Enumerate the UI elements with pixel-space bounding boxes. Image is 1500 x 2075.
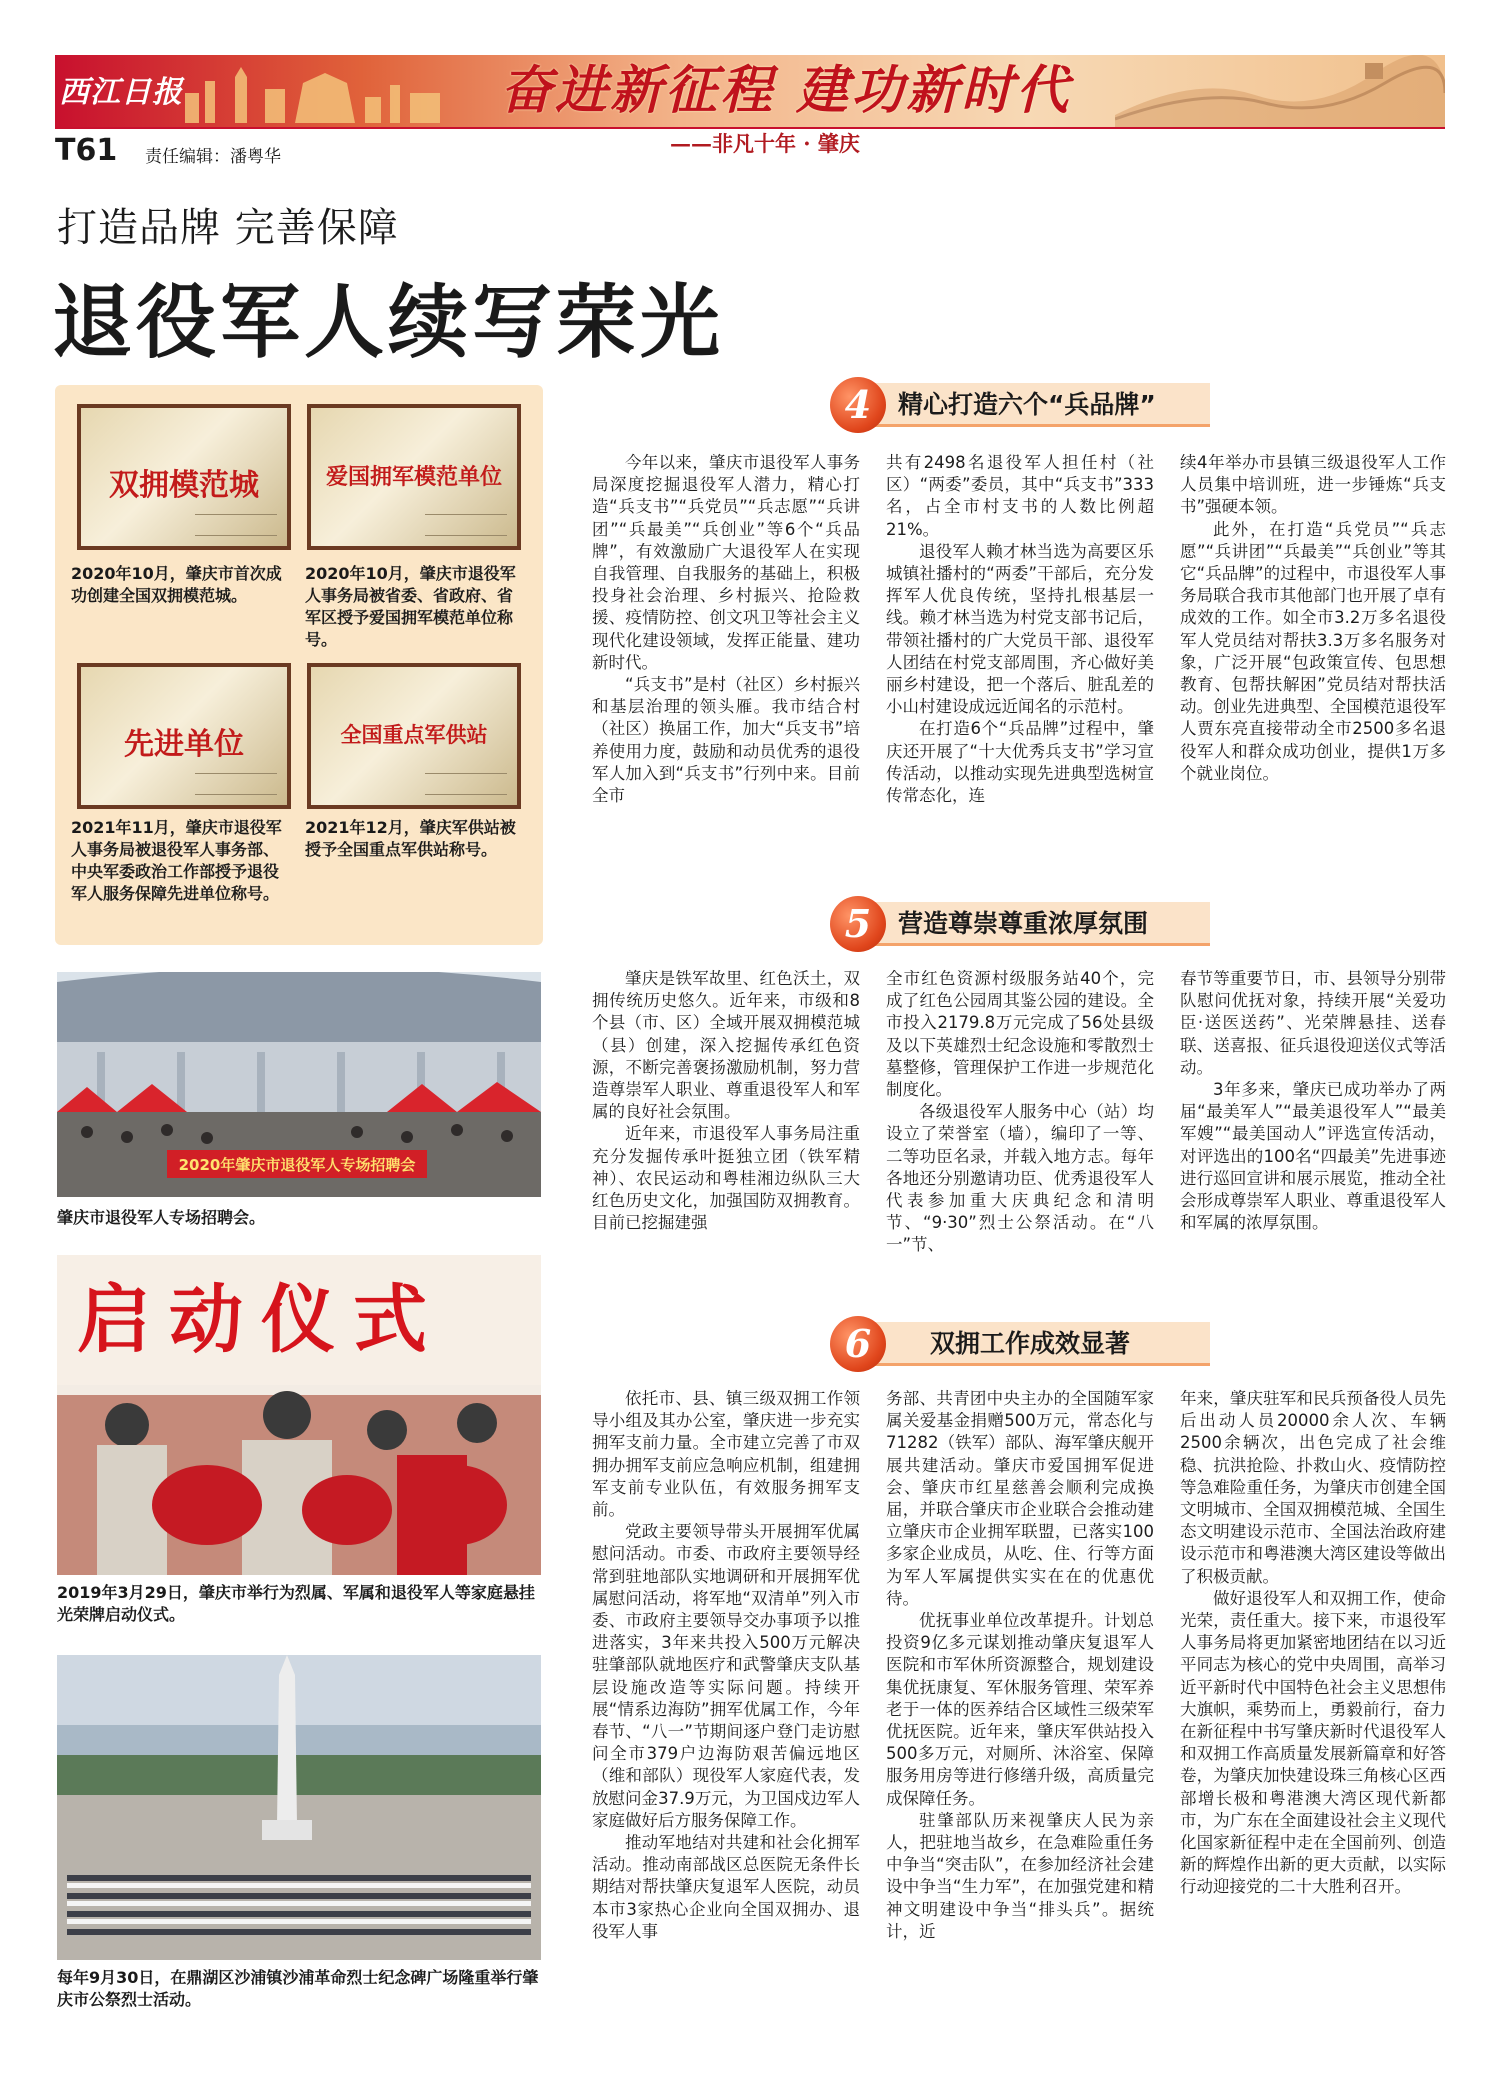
section-number: 5: [830, 896, 886, 952]
plaques-panel: [55, 385, 543, 945]
photo-caption: 2019年3月29日，肇庆市举行为烈属、军属和退役军人等家庭悬挂光荣牌启动仪式。: [57, 1583, 535, 1624]
plaque-caption: 2020年10月，肇庆市首次成功创建全国双拥模范城。: [71, 564, 282, 605]
plaque-image: 双拥模范城: [77, 404, 291, 550]
text-column: 全市红色资源村级服务站40个，完成了红色公园周其鉴公园的建设。全市投入2179.8万元完成了56处县级及以下英雄烈士纪念设施和零散烈士墓整修，管理保护工作进一步规范化制度化。 各级退役军人服务中心（站）均设立了荣誉室（墙），编印了一等、二等功臣名录，并载入地方志。每年各地还分别邀请功臣、优秀退役军人代表参加重大庆典纪念和清明节、“9·30”烈士公祭活动。在“八一”节、: [886, 969, 1154, 1255]
text-column: 依托市、县、镇三级双拥工作领导小组及其办公室，肇庆进一步充实拥军支前力量。全市建立完善了市双拥办拥军支前应急响应机制，组建拥军支前专业队伍，有效服务拥军支前。 党政主要领导带头开展拥军优属慰问活动。市委、市政府主要领导经常到驻地部队实地调研和开展拥军优属慰问活动，将军地“双清单”列入市委、市政府主要领导交办事项予以推进落实，3年来共投入500万元解决驻肇部队就地医疗和武警肇庆支队基层设施改造等实际问题。持续开展“情系边海防”拥军优属工作，今年春节、“八一”节期间逐户登门走访慰问全市379户边海防艰苦偏远地区（维和部队）现役军人家庭代表，发放慰问金37.9万元，为卫国戍边军人家庭做好后方服务保障工作。 推动军地结对共建和社会化拥军活动。推动南部战区总医院无条件长期结对帮扶肇庆复退军人医院，动员本市3家热心企业向全国双拥办、退役军人事: [592, 1389, 860, 1941]
text-column: 肇庆是铁军故里、红色沃土，双拥传统历史悠久。近年来，市级和8个县（市、区）全域开展双拥模范城（县）创建，深入挖掘传承红色资源，不断完善褒扬激励机制，努力营造尊崇军人职业、尊重退役军人和军属的良好社会氛围。 近年来，市退役军人事务局注重充分发掘传承叶挺独立团（铁军精神）、农民运动和粤桂湘边纵队三大红色历史文化，加强国防双拥教育。目前已挖掘建强: [592, 969, 860, 1233]
article-title: 退役军人续写荣光: [52, 275, 724, 369]
text-column: 务部、共青团中央主办的全国随军家属关爱基金捐赠500万元，常态化与71282（铁军）部队、海军肇庆舰开展共建活动。肇庆市爱国拥军促进会、肇庆市红星慈善会顺利完成换届，并联合肇庆市企业联合会推动建立肇庆市企业拥军联盟，已落实100多家企业成员，从吃、住、行等方面为军人军属提供实实在在的优惠优待。 优抚事业单位改革提升。计划总投资9亿多元谋划推动肇庆复退军人医院和市军休所资源整合，规划建设集优抚康复、军休服务管理、荣军养老于一体的医养结合区域性三级荣军优抚医院。近年来，肇庆军供站投入500多万元，对厕所、沐浴室、保障服务用房等进行修缮升级，高质量完成保障任务。 驻肇部队历来视肇庆人民为亲人，把驻地当故乡，在急难险重任务中争当“突击队”，在参加经济社会建设中争当“生力军”，在加强党建和精神文明建设中争当“排头兵”。据统计，近: [886, 1389, 1154, 1941]
great-wall-icon: [1115, 55, 1445, 127]
text-column: 春节等重要节日，市、县领导分别带队慰问优抚对象，持续开展“关爱功臣·送医送药”、光荣牌悬挂、送春联、送喜报、征兵退役迎送仪式等活动。 3年多来，肇庆已成功举办了两届“最美军人”“最美退役军人”“最美军嫂”“最美国动人”评选宣传活动，对评选出的100名“四最美”先进事迹进行巡回宣讲和展示展览，推动全社会形成尊崇军人职业、尊重退役军人和军属的浓厚氛围。: [1180, 969, 1446, 1233]
section-heading-4: [830, 377, 1210, 433]
section-number: 6: [830, 1316, 886, 1372]
section-heading-5: [830, 896, 1210, 952]
text-column: 今年以来，肇庆市退役军人事务局深度挖掘退役军人潜力，精心打造“兵支书”“兵党员”“兵志愿”“兵讲团”“兵最美”“兵创业”等6个“兵品牌”，有效激励广大退役军人在实现自我管理、自我服务的基础上，积极投身社会治理、乡村振兴、抢险救援、疫情防控、创文巩卫等社会主义现代化建设领域，发挥正能量、建功新时代。 “兵支书”是村（社区）乡村振兴和基层治理的领头雁。我市结合村（社区）换届工作，加大“兵支书”培养使用力度，鼓励和动员优秀的退役军人加入到“兵支书”行列中来。目前全市: [592, 453, 860, 806]
city-skyline-icon: [175, 63, 455, 123]
text-column: 续4年举办市县镇三级退役军人工作人员集中培训班，进一步锤炼“兵支书”强硬本领。 此外，在打造“兵党员”“兵志愿”“兵讲团”“兵最美”“兵创业”等其它“兵品牌”的过程中，市退役军人事务局联合我市其他部门也开展了卓有成效的工作。如全市3.2万多名退役军人党员结对帮扶3.3万多名服务对象，广泛开展“包政策宣传、包思想教育、包帮扶解困”党员结对帮扶活动。创业先进典型、全国模范退役军人贾东亮直接带动全市2500多名退役军人和群众成功创业，提供1万多个就业岗位。: [1180, 453, 1446, 783]
plaque-caption: 2021年11月，肇庆市退役军人事务局被退役军人事务部、中央军委政治工作部授予退役军人服务保障先进单位称号。: [71, 818, 282, 903]
section-title: 双拥工作成效显著: [930, 1329, 1131, 1358]
section-number: 4: [830, 377, 886, 433]
ceremony-banner: 启动仪式: [77, 1277, 445, 1363]
article-subtitle: 打造品牌 完善保障: [57, 205, 399, 251]
job-fair-photo: [57, 972, 541, 1197]
plaque-image: 全国重点军供站: [307, 663, 521, 809]
text-column: 共有2498名退役军人担任村（社区）“两委”委员，其中“兵支书”333名，占全市村支书的人数比例超21%。 退役军人赖才林当选为高要区乐城镇社播村的“两委”干部后，充分发挥军人优良传统，坚持扎根基层一线。赖才林当选为村党支部书记后，带领社播村的广大党员干部、退役军人团结在村党支部周围，齐心做好美丽乡村建设，把一个落后、脏乱差的小山村建设成远近闻名的示范村。 在打造6个“兵品牌”过程中，肇庆还开展了“十大优秀兵支书”学习宣传活动，以推动实现先进典型选树宣传常态化，连: [886, 453, 1154, 806]
masthead-slogan: 奋进新征程 建功新时代: [500, 60, 1072, 121]
masthead-subslogan: ——非凡十年 · 肇庆: [670, 131, 860, 156]
ceremony-photo: [57, 1255, 541, 1575]
editor-credit: 责任编辑：潘粤华: [145, 147, 281, 167]
text-column: 年来，肇庆驻军和民兵预备役人员先后出动人员20000余人次、车辆2500余辆次，出色完成了社会维稳、抗洪抢险、扑救山火、疫情防控等急难险重任务，为肇庆市创建全国文明城市、全国双拥模范城、全国生态文明建设示范市、全国法治政府建设示范市和粤港澳大湾区建设等做出了积极贡献。 做好退役军人和双拥工作，使命光荣，责任重大。接下来，市退役军人事务局将更加紧密地团结在以习近平同志为核心的党中央周围，高举习近平新时代中国特色社会主义思想伟大旗帜，乘势而上，勇毅前行，奋力在新征程中书写肇庆新时代退役军人和双拥工作高质量发展新篇章和好答卷，为肇庆加快建设珠三角核心区西部增长极和粤港澳大湾区现代新都市，为广东在全面建设社会主义现代化国家新征程中走在全国前列、创造新的辉煌作出新的更大贡献，以实际行动迎接党的二十大胜利召开。: [1180, 1389, 1446, 1897]
newspaper-logo: 西江日报: [59, 75, 183, 110]
section-title: 营造尊崇尊重浓厚氛围: [898, 909, 1149, 938]
page-number: T61: [55, 133, 118, 168]
plaque-caption: 2020年10月，肇庆市退役军人事务局被省委、省政府、省军区授予爱国拥军模范单位称号。: [305, 564, 516, 649]
section-title: 精心打造六个“兵品牌”: [898, 390, 1156, 419]
photo-caption: 肇庆市退役军人专场招聘会。: [57, 1208, 266, 1227]
job-fair-banner: 2020年肇庆市退役军人专场招聘会: [178, 1156, 416, 1174]
masthead-banner: [55, 55, 1445, 127]
plaque-caption: 2021年12月，肇庆军供站被授予全国重点军供站称号。: [305, 818, 516, 859]
plaque-image: 爱国拥军模范单位: [307, 404, 521, 550]
photo-caption: 每年9月30日，在鼎湖区沙浦镇沙浦革命烈士纪念碑广场隆重举行肇庆市公祭烈士活动。: [57, 1968, 539, 2009]
memorial-photo: [57, 1655, 541, 1960]
section-heading-6: [830, 1316, 1210, 1372]
plaque-image: 先进单位: [77, 663, 291, 809]
